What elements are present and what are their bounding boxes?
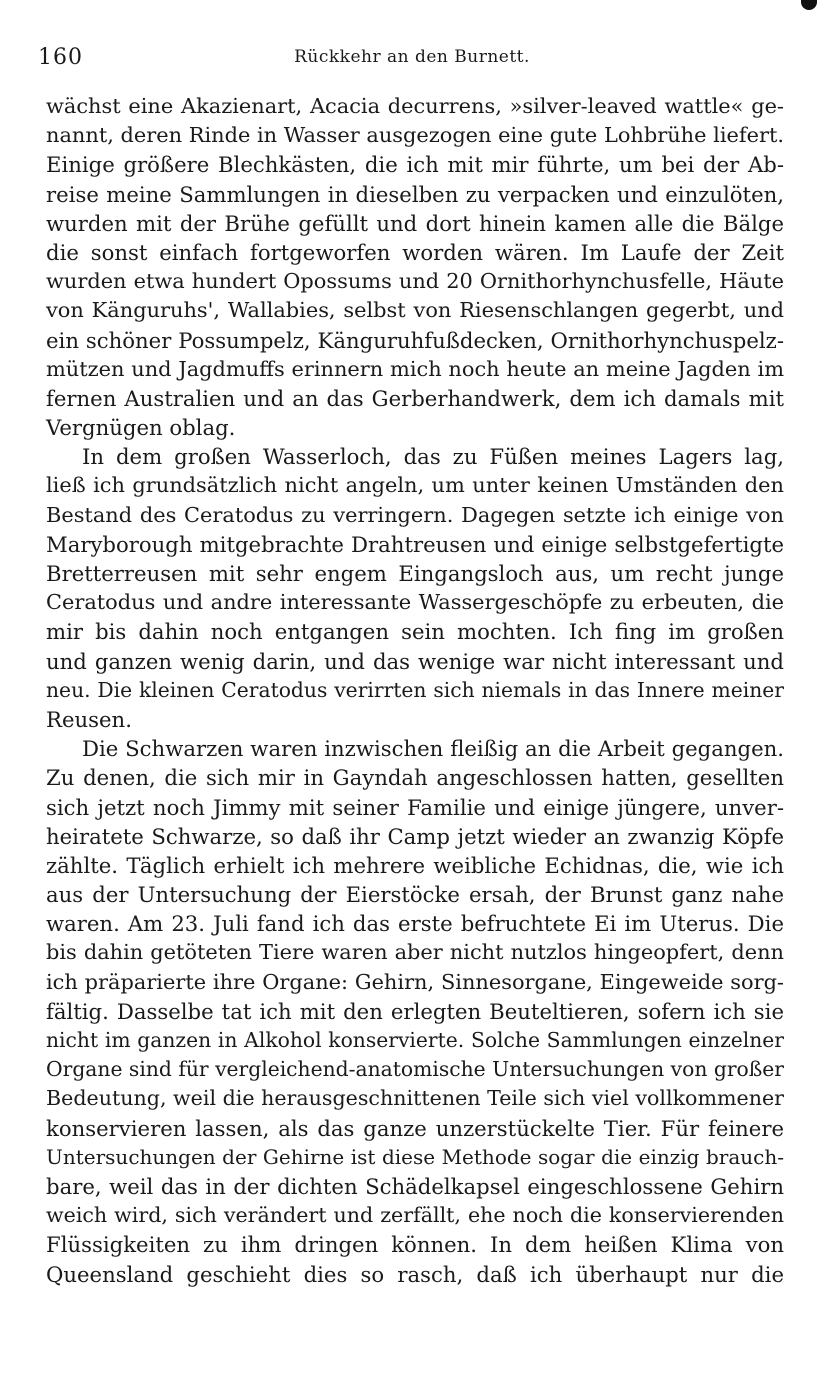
text-line: fältig. Dasselbe tat ich mit den erlegten Beuteltieren, sofern ich sie	[46, 998, 784, 1024]
text-line: ließ ich grundsätzlich nicht angeln, um unter keinen Umständen den	[46, 473, 784, 498]
text-line: Organe sind für vergleichend-anatomische Untersuchungen von großer	[46, 1057, 784, 1082]
text-line: neu. Die kleinen Ceratodus verirrten sich niemals in das Innere meiner	[46, 677, 784, 702]
text-line: zählte. Täglich erhielt ich mehrere weibliche Echidnas, die, wie ich	[46, 852, 784, 878]
text-line: konservieren lassen, als das ganze unzerstückelte Tier. Für feinere	[46, 1115, 784, 1141]
text-line: mir bis dahin noch entgangen sein mochten. Ich fing im großen	[46, 619, 784, 645]
text-line: Einige größere Blechkästen, die ich mit mir führte, um bei der Ab-	[46, 152, 784, 178]
text-line: mützen und Jagdmuffs erinnern mich noch heute an meine Jagden im	[46, 356, 784, 381]
body-text	[46, 92, 784, 1289]
text-line: Bretterreusen mit sehr engem Eingangsloch aus, um recht junge	[46, 561, 784, 586]
running-title: Rückkehr an den Burnett.	[294, 47, 530, 67]
text-line: wurden etwa hundert Opossums und 20 Ornithorhynchusfelle, Häute	[46, 269, 784, 294]
text-line: ich präparierte ihre Organe: Gehirn, Sinnesorgane, Eingeweide sorg-	[46, 969, 784, 994]
text-line: In dem großen Wasserloch, das zu Füßen meines Lagers lag,	[82, 444, 784, 470]
page-number: 160	[38, 45, 83, 70]
text-line: Reusen.	[46, 706, 132, 732]
text-line: heiratete Schwarze, so daß ihr Camp jetzt wieder an zwanzig Köpfe	[46, 823, 784, 849]
text-line: sich jetzt noch Jimmy mit seiner Familie und einige jüngere, unver-	[46, 794, 784, 820]
text-line: ein schöner Possumpelz, Känguruhfußdecken, Ornithorhynchuspelz-	[46, 327, 784, 353]
text-line: Bestand des Ceratodus zu verringern. Dagegen setzte ich einige von	[46, 502, 784, 527]
text-line: fernen Australien und an das Gerberhandwerk, dem ich damals mit	[46, 385, 784, 411]
ink-speck	[801, 0, 817, 10]
text-line: Queensland geschieht dies so rasch, daß ich überhaupt nur die	[46, 1261, 784, 1287]
text-line: Untersuchungen der Gehirne ist diese Methode sogar die einzig brauch-	[46, 1144, 784, 1169]
text-line: weich wird, sich verändert und zerfällt, ehe noch die konservierenden	[46, 1203, 784, 1228]
text-line: nannt, deren Rinde in Wasser ausgezogen eine gute Lohbrühe liefert.	[46, 123, 784, 148]
text-line: bare, weil das in der dichten Schädelkapsel eingeschlossene Gehirn	[46, 1173, 784, 1199]
text-line: Bedeutung, weil die herausgeschnittenen Teile sich viel vollkommener	[46, 1086, 784, 1111]
text-line: reise meine Sammlungen in dieselben zu verpacken und einzulöten,	[46, 181, 784, 207]
text-line: und ganzen wenig darin, und das wenige war nicht interessant und	[46, 648, 784, 674]
text-line: Zu denen, die sich mir in Gayndah angeschlossen hatten, gesellten	[46, 765, 784, 791]
text-line: wächst eine Akazienart, Acacia decurrens, »silver-leaved wattle« ge-	[46, 94, 784, 118]
text-line: nicht im ganzen in Alkohol konservierte. Solche Sammlungen einzelner	[46, 1028, 784, 1052]
text-line: Vergnügen oblag.	[46, 415, 236, 441]
page-header	[38, 45, 786, 77]
text-line: wurden mit der Brühe gefüllt und dort hinein kamen alle die Bälge	[46, 210, 784, 236]
text-line: aus der Untersuchung der Eierstöcke ersah, der Brunst ganz nahe	[46, 882, 784, 908]
text-line: Die Schwarzen waren inzwischen fleißig an die Arbeit gegangen.	[82, 736, 784, 762]
text-line: waren. Am 23. Juli fand ich das erste befruchtete Ei im Uterus. Die	[46, 911, 784, 937]
text-line: bis dahin getöteten Tiere waren aber nicht nutzlos hingeopfert, denn	[46, 940, 784, 965]
text-line: Maryborough mitgebrachte Drahtreusen und einige selbstgefertigte	[46, 531, 784, 557]
text-line: von Känguruhs', Wallabies, selbst von Riesenschlangen gegerbt, und	[46, 298, 784, 323]
text-line: Ceratodus und andre interessante Wassergeschöpfe zu erbeuten, die	[46, 590, 784, 615]
text-line: die sonst einfach fortgeworfen worden wären. Im Laufe der Zeit	[46, 239, 784, 265]
text-line: Flüssigkeiten zu ihm dringen können. In dem heißen Klima von	[46, 1232, 784, 1258]
